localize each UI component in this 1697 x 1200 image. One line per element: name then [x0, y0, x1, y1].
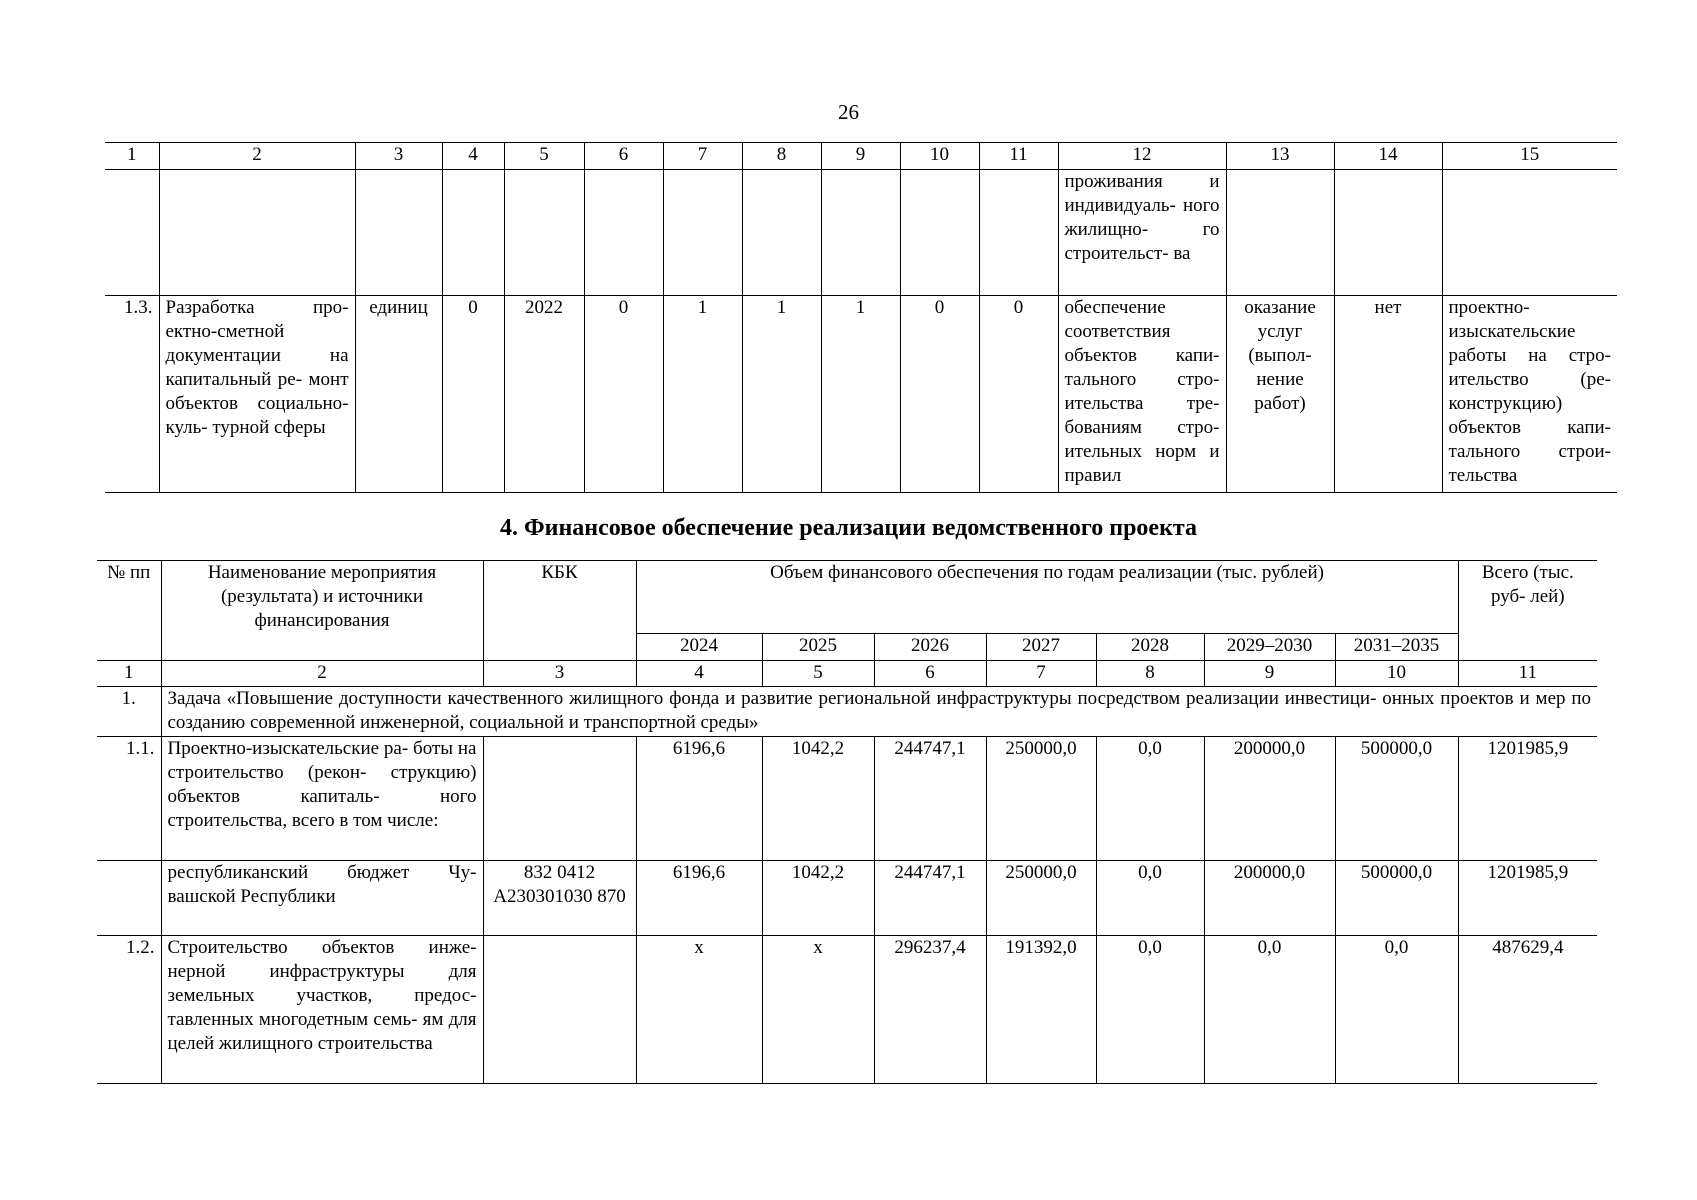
row-number: 1.3.: [105, 296, 159, 493]
table-row: [105, 170, 1617, 296]
table-row: [97, 861, 1597, 936]
col-num: 5: [762, 661, 874, 687]
col-num: 10: [900, 143, 979, 170]
table-row: [97, 936, 1597, 1084]
amount-2025: 1042,2: [762, 861, 874, 936]
cell-value: 0: [979, 296, 1058, 493]
cell-col12-continued: проживания и индивидуаль- ного жилищно- го строительст- ва: [1058, 170, 1226, 296]
measure-name: Разработка про- ектно-сметной документации на капитальный ре- монт объектов социально-куль- турной сферы: [159, 296, 355, 493]
amount-2026: 244747,1: [874, 737, 986, 861]
col-num: 6: [874, 661, 986, 687]
task-row: [97, 687, 1597, 737]
amount-2026: 244747,1: [874, 861, 986, 936]
col-num: 15: [1442, 143, 1617, 170]
header-kbk: КБК: [483, 561, 636, 661]
section-title: 4. Финансовое обеспечение реализации ведомственного проекта: [500, 515, 1197, 541]
amount-2028: 0,0: [1096, 737, 1204, 861]
amount-2026: 296237,4: [874, 936, 986, 1084]
year-header: 2024: [636, 634, 762, 661]
row-number: [97, 861, 161, 936]
table-row: [97, 737, 1597, 861]
col-num: 9: [1204, 661, 1335, 687]
col-num: 10: [1335, 661, 1458, 687]
financing-table: [97, 560, 1597, 1084]
amount-2031-2035: 0,0: [1335, 936, 1458, 1084]
col-num: 7: [663, 143, 742, 170]
col-num: 3: [483, 661, 636, 687]
col-num: 4: [442, 143, 504, 170]
amount-2024: 6196,6: [636, 861, 762, 936]
amount-2031-2035: 500000,0: [1335, 737, 1458, 861]
cell-col15: проектно- изыскательские работы на стро- ительство (ре- конструкцию) объектов капи- тального строи- тельства: [1442, 296, 1617, 493]
amount-2031-2035: 500000,0: [1335, 861, 1458, 936]
amount-2024: х: [636, 936, 762, 1084]
cell-value: 1: [742, 296, 821, 493]
cell-value: 0: [900, 296, 979, 493]
cell-col13: оказание услуг (выпол- нение работ): [1226, 296, 1334, 493]
cell-value: 1: [821, 296, 900, 493]
header-num: № пп: [97, 561, 161, 661]
year-header: 2027: [986, 634, 1096, 661]
amount-total: 1201985,9: [1458, 861, 1597, 936]
kbk-code: [483, 936, 636, 1084]
col-num: 2: [159, 143, 355, 170]
funding-source: республиканский бюджет Чу- вашской Республики: [161, 861, 483, 936]
amount-2027: 250000,0: [986, 861, 1096, 936]
row-number: 1.1.: [97, 737, 161, 861]
amount-2025: х: [762, 936, 874, 1084]
cell-col12: обеспечение соответствия объектов капи- тального стро- ительства тре- бованиям стро- ительных норм и правил: [1058, 296, 1226, 493]
col-num: 4: [636, 661, 762, 687]
col-num: 13: [1226, 143, 1334, 170]
header-name: Наименование мероприятия (результата) и источники финансирования: [161, 561, 483, 661]
col-num: 3: [355, 143, 442, 170]
column-number-row: [105, 143, 1617, 170]
amount-2029-2030: 0,0: [1204, 936, 1335, 1084]
col-num: 12: [1058, 143, 1226, 170]
amount-2028: 0,0: [1096, 936, 1204, 1084]
amount-2027: 250000,0: [986, 737, 1096, 861]
col-num: 5: [504, 143, 584, 170]
kbk-code: 832 0412 А230301030 870: [483, 861, 636, 936]
results-table: [105, 142, 1617, 493]
amount-2029-2030: 200000,0: [1204, 737, 1335, 861]
amount-2025: 1042,2: [762, 737, 874, 861]
col-num: 1: [105, 143, 159, 170]
col-num: 1: [97, 661, 161, 687]
cell-value: 0: [442, 296, 504, 493]
year-header: 2031–2035: [1335, 634, 1458, 661]
cell-col14: нет: [1334, 296, 1442, 493]
task-text: Задача «Повышение доступности качественного жилищного фонда и развитие региональной инфраструктуры посредством реализации инвестици- онных проектов и мер по созданию современной инженерной, социальной и транспортной среды»: [161, 687, 1597, 737]
header-row: [97, 561, 1597, 634]
year-header: 2029–2030: [1204, 634, 1335, 661]
col-num: 9: [821, 143, 900, 170]
unit: единиц: [355, 296, 442, 493]
col-num: 6: [584, 143, 663, 170]
year-header: 2025: [762, 634, 874, 661]
task-number: 1.: [97, 687, 161, 737]
col-num: 2: [161, 661, 483, 687]
amount-2027: 191392,0: [986, 936, 1096, 1084]
year-header: 2028: [1096, 634, 1204, 661]
page-number: 26: [838, 100, 859, 124]
cell-value: 1: [663, 296, 742, 493]
col-num: 11: [1458, 661, 1597, 687]
col-num: 8: [1096, 661, 1204, 687]
amount-2028: 0,0: [1096, 861, 1204, 936]
amount-total: 487629,4: [1458, 936, 1597, 1084]
amount-2029-2030: 200000,0: [1204, 861, 1335, 936]
kbk-code: [483, 737, 636, 861]
col-num: 7: [986, 661, 1096, 687]
cell-value: 0: [584, 296, 663, 493]
header-total: Всего (тыс. руб- лей): [1458, 561, 1597, 661]
row-number: 1.2.: [97, 936, 161, 1084]
col-num: 14: [1334, 143, 1442, 170]
measure-name: Строительство объектов инже- нерной инфраструктуры для земельных участков, предос- тавленных многодетным семь- ям для целей жилищного строительства: [161, 936, 483, 1084]
cell-year: 2022: [504, 296, 584, 493]
header-volume: Объем финансового обеспечения по годам реализации (тыс. рублей): [636, 561, 1458, 634]
table-row: [105, 296, 1617, 493]
amount-2024: 6196,6: [636, 737, 762, 861]
col-num: 11: [979, 143, 1058, 170]
measure-name: Проектно-изыскательские ра- боты на строительство (рекон- струкцию) объектов капиталь- ного строительства, всего в том числе:: [161, 737, 483, 861]
col-num: 8: [742, 143, 821, 170]
column-number-row: [97, 661, 1597, 687]
year-header: 2026: [874, 634, 986, 661]
amount-total: 1201985,9: [1458, 737, 1597, 861]
